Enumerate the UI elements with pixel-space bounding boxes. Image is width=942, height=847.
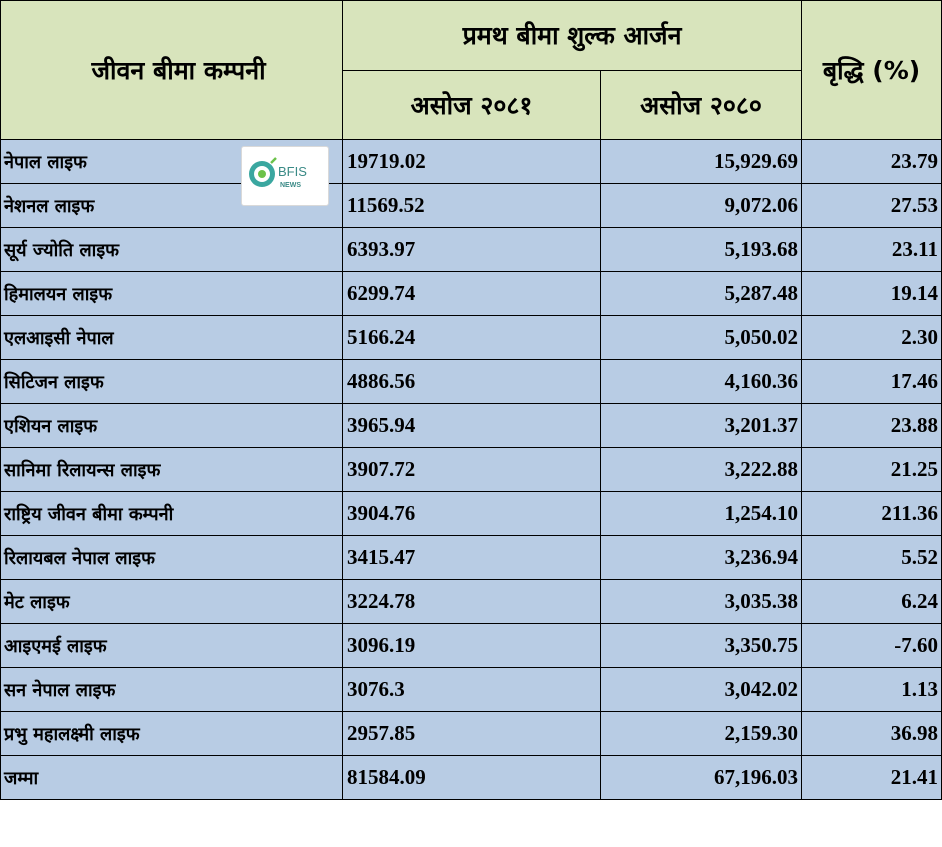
premium-2081-cell: 19719.02 bbox=[343, 140, 601, 184]
watermark-brand: BFIS bbox=[278, 164, 307, 179]
company-cell: सिटिजन लाइफ bbox=[1, 360, 343, 404]
premium-2080-cell: 5,050.02 bbox=[601, 316, 802, 360]
premium-2080-cell: 1,254.10 bbox=[601, 492, 802, 536]
premium-2081-cell: 6393.97 bbox=[343, 228, 601, 272]
premium-2080-cell: 3,042.02 bbox=[601, 668, 802, 712]
company-cell: सन नेपाल लाइफ bbox=[1, 668, 343, 712]
table-body bbox=[1, 140, 942, 800]
company-cell: नेपाल लाइफ bbox=[1, 140, 343, 184]
table-row bbox=[1, 316, 942, 360]
company-cell: आइएमई लाइफ bbox=[1, 624, 343, 668]
growth-cell: 23.11 bbox=[802, 228, 942, 272]
header-company: जीवन बीमा कम्पनी bbox=[1, 1, 343, 140]
premium-2080-cell: 5,193.68 bbox=[601, 228, 802, 272]
growth-cell: 21.25 bbox=[802, 448, 942, 492]
premium-2081-cell: 2957.85 bbox=[343, 712, 601, 756]
watermark-sub: NEWS bbox=[280, 182, 301, 189]
company-cell: सानिमा रिलायन्स लाइफ bbox=[1, 448, 343, 492]
growth-cell: 27.53 bbox=[802, 184, 942, 228]
company-cell: प्रभु महालक्ष्मी लाइफ bbox=[1, 712, 343, 756]
table-row bbox=[1, 536, 942, 580]
table-row bbox=[1, 360, 942, 404]
premium-2081-cell: 6299.74 bbox=[343, 272, 601, 316]
table-row bbox=[1, 272, 942, 316]
header-year-2081: असोज २०८१ bbox=[343, 70, 601, 140]
table-row bbox=[1, 624, 942, 668]
header-year-2080: असोज २०८० bbox=[601, 70, 802, 140]
growth-cell: -7.60 bbox=[802, 624, 942, 668]
premium-2081-cell: 4886.56 bbox=[343, 360, 601, 404]
premium-2080-cell: 15,929.69 bbox=[601, 140, 802, 184]
table-row bbox=[1, 580, 942, 624]
company-cell: एलआइसी नेपाल bbox=[1, 316, 343, 360]
growth-cell: 211.36 bbox=[802, 492, 942, 536]
growth-cell: 5.52 bbox=[802, 536, 942, 580]
premium-2080-cell: 3,350.75 bbox=[601, 624, 802, 668]
table-row bbox=[1, 404, 942, 448]
premium-2080-cell: 67,196.03 bbox=[601, 756, 802, 800]
premium-2080-cell: 9,072.06 bbox=[601, 184, 802, 228]
premium-2080-cell: 3,222.88 bbox=[601, 448, 802, 492]
company-cell: जम्मा bbox=[1, 756, 343, 800]
bfis-logo-icon bbox=[245, 150, 325, 202]
growth-cell: 21.41 bbox=[802, 756, 942, 800]
company-cell: हिमालयन लाइफ bbox=[1, 272, 343, 316]
table-row bbox=[1, 184, 942, 228]
growth-cell: 36.98 bbox=[802, 712, 942, 756]
company-cell: रिलायबल नेपाल लाइफ bbox=[1, 536, 343, 580]
company-cell: मेट लाइफ bbox=[1, 580, 343, 624]
table-row bbox=[1, 228, 942, 272]
header-premium-group: प्रमथ बीमा शुल्क आर्जन bbox=[343, 1, 802, 71]
growth-cell: 6.24 bbox=[802, 580, 942, 624]
table-row bbox=[1, 668, 942, 712]
growth-cell: 19.14 bbox=[802, 272, 942, 316]
company-cell: सूर्य ज्योति लाइफ bbox=[1, 228, 343, 272]
premium-2081-cell: 3904.76 bbox=[343, 492, 601, 536]
premium-2081-cell: 3965.94 bbox=[343, 404, 601, 448]
table-row bbox=[1, 756, 942, 800]
growth-cell: 17.46 bbox=[802, 360, 942, 404]
premium-2081-cell: 81584.09 bbox=[343, 756, 601, 800]
premium-2081-cell: 5166.24 bbox=[343, 316, 601, 360]
premium-2080-cell: 3,201.37 bbox=[601, 404, 802, 448]
premium-2081-cell: 11569.52 bbox=[343, 184, 601, 228]
table-header bbox=[1, 1, 942, 140]
growth-cell: 23.79 bbox=[802, 140, 942, 184]
table-row bbox=[1, 492, 942, 536]
premium-2081-cell: 3096.19 bbox=[343, 624, 601, 668]
premium-2080-cell: 3,236.94 bbox=[601, 536, 802, 580]
premium-2081-cell: 3907.72 bbox=[343, 448, 601, 492]
premium-2080-cell: 3,035.38 bbox=[601, 580, 802, 624]
premium-2081-cell: 3224.78 bbox=[343, 580, 601, 624]
company-cell: राष्ट्रिय जीवन बीमा कम्पनी bbox=[1, 492, 343, 536]
growth-cell: 1.13 bbox=[802, 668, 942, 712]
table-row bbox=[1, 140, 942, 184]
premium-2080-cell: 5,287.48 bbox=[601, 272, 802, 316]
company-cell: नेशनल लाइफ bbox=[1, 184, 343, 228]
premium-2081-cell: 3076.3 bbox=[343, 668, 601, 712]
growth-cell: 2.30 bbox=[802, 316, 942, 360]
growth-cell: 23.88 bbox=[802, 404, 942, 448]
table-row bbox=[1, 448, 942, 492]
company-cell: एशियन लाइफ bbox=[1, 404, 343, 448]
table-row bbox=[1, 712, 942, 756]
premium-2081-cell: 3415.47 bbox=[343, 536, 601, 580]
bfis-news-watermark bbox=[241, 146, 329, 206]
premium-2080-cell: 2,159.30 bbox=[601, 712, 802, 756]
premium-2080-cell: 4,160.36 bbox=[601, 360, 802, 404]
header-growth: बृद्धि (%) bbox=[802, 1, 942, 140]
